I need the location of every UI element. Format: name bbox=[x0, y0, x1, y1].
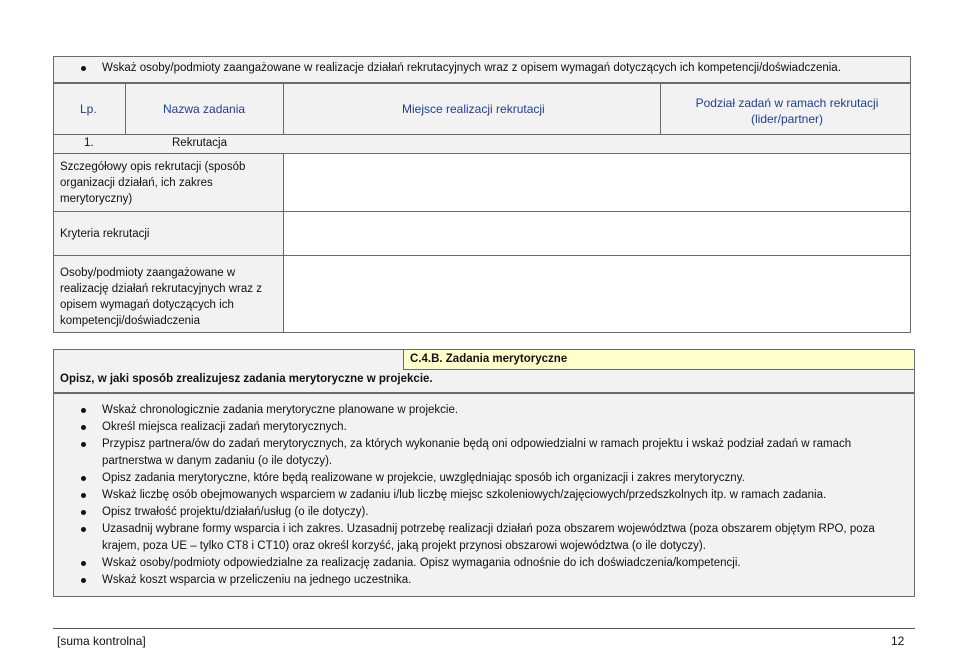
list-item bbox=[54, 521, 908, 555]
col-split-line2: (lider/partner) bbox=[750, 112, 824, 126]
persons-input-cell[interactable] bbox=[283, 255, 911, 333]
bullet-text: Wskaż koszt wsparcia w przeliczeniu na jednego uczestnika. bbox=[102, 574, 412, 586]
bullet-text: Wskaż chronologicznie zadania merytoryczne planowane w projekcie. bbox=[102, 404, 459, 416]
header-divider bbox=[283, 83, 284, 135]
bullet-text: Uzasadnij wybrane formy wsparcia i ich zakres. Uzasadnij potrzebę realizacji działań poza obszarem województwa (poza obszarem objętym RPO, poza krajem, poza UE – tylko CT8 i CT10) oraz określ korzyść, jaką projekt przynosi obszarowi województwa (o ile dotyczy). bbox=[102, 523, 875, 552]
list-item bbox=[54, 436, 908, 470]
detail-input-cell[interactable] bbox=[283, 153, 911, 212]
row-number: 1. bbox=[84, 137, 94, 149]
top-bullet-text: Wskaż osoby/podmioty zaangażowane w realizacje działań rekrutacyjnych wraz z opisem wymagań dotyczących ich kompetencji/doświadczenia. bbox=[102, 62, 841, 74]
list-item bbox=[54, 60, 910, 77]
col-name-header: Nazwa zadania bbox=[163, 102, 246, 116]
list-item bbox=[54, 572, 908, 589]
criteria-label-cell bbox=[53, 211, 284, 256]
section-code: C.4.B. Zadania merytoryczne bbox=[410, 353, 568, 365]
bullet-icon bbox=[81, 476, 86, 481]
section-question: Opisz, w jaki sposób zrealizujesz zadania merytoryczne w projekcie. bbox=[60, 373, 433, 385]
bullet-text: Określ miejsca realizacji zadań merytorycznych. bbox=[102, 421, 347, 433]
bullet-icon bbox=[81, 510, 86, 515]
bullet-icon bbox=[81, 527, 86, 532]
bullet-icon bbox=[81, 578, 86, 583]
bullet-text: Opisz trwałość projektu/działań/usług (o ile dotyczy). bbox=[102, 506, 369, 518]
footer-rule bbox=[53, 628, 915, 629]
persons-label-cell bbox=[53, 255, 284, 333]
footer-checksum: [suma kontrolna] bbox=[57, 634, 146, 648]
bullet-icon bbox=[81, 425, 86, 430]
section-bullets-box bbox=[53, 393, 915, 597]
detail-label-cell bbox=[53, 153, 284, 212]
criteria-label: Kryteria rekrutacji bbox=[60, 228, 150, 240]
header-divider bbox=[125, 83, 126, 135]
detail-label: Szczegółowy opis rekrutacji (sposób organizacji działań, ich zakres merytoryczny) bbox=[60, 161, 246, 205]
bullet-text: Wskaż osoby/podmioty odpowiedzialne za realizację zadania. Opisz wymagania odnośnie do ich doświadczenia/kompetencji. bbox=[102, 557, 741, 569]
section-bullets-list bbox=[54, 402, 908, 589]
page-number: 12 bbox=[891, 634, 905, 648]
bullet-icon bbox=[81, 408, 86, 413]
bullet-text: Wskaż liczbę osób obejmowanych wsparciem w zadaniu i/lub liczbę miejsc szkoleniowych/zajęciowych/przedszkolnych itp. w ramach zadania. bbox=[102, 489, 827, 501]
row-name: Rekrutacja bbox=[172, 137, 227, 149]
col-place-header: Miejsce realizacji rekrutacji bbox=[402, 102, 545, 116]
criteria-input-cell[interactable] bbox=[283, 211, 911, 256]
section-code-box bbox=[403, 349, 915, 370]
list-item bbox=[54, 504, 908, 521]
col-split-line1: Podział zadań w ramach rekrutacji bbox=[695, 96, 879, 110]
col-split-header bbox=[672, 95, 902, 127]
col-lp-header: Lp. bbox=[80, 102, 97, 116]
header-divider bbox=[660, 83, 661, 135]
bullet-icon bbox=[81, 66, 86, 71]
top-bullet-box bbox=[53, 56, 911, 83]
list-item bbox=[54, 470, 908, 487]
bullet-text: Opisz zadania merytoryczne, które będą realizowane w projekcie, uwzględniając sposób ich organizacji i zakres merytoryczny. bbox=[102, 472, 745, 484]
bullet-icon bbox=[81, 561, 86, 566]
bullet-text: Przypisz partnera/ów do zadań merytorycznych, za których wykonanie będą oni odpowiedzialni w ramach projektu i wskaż podział zadań w ramach partnerstwa w danym zadaniu (o ile dotyczy). bbox=[102, 438, 852, 467]
bullet-icon bbox=[81, 442, 86, 447]
bullet-icon bbox=[81, 493, 86, 498]
list-item bbox=[54, 402, 908, 419]
persons-label: Osoby/podmioty zaangażowane w realizację działań rekrutacyjnych wraz z opisem wymagań dotyczących ich kompetencji/doświadczenia bbox=[60, 267, 262, 327]
list-item bbox=[54, 555, 908, 572]
list-item bbox=[54, 419, 908, 436]
list-item bbox=[54, 487, 908, 504]
